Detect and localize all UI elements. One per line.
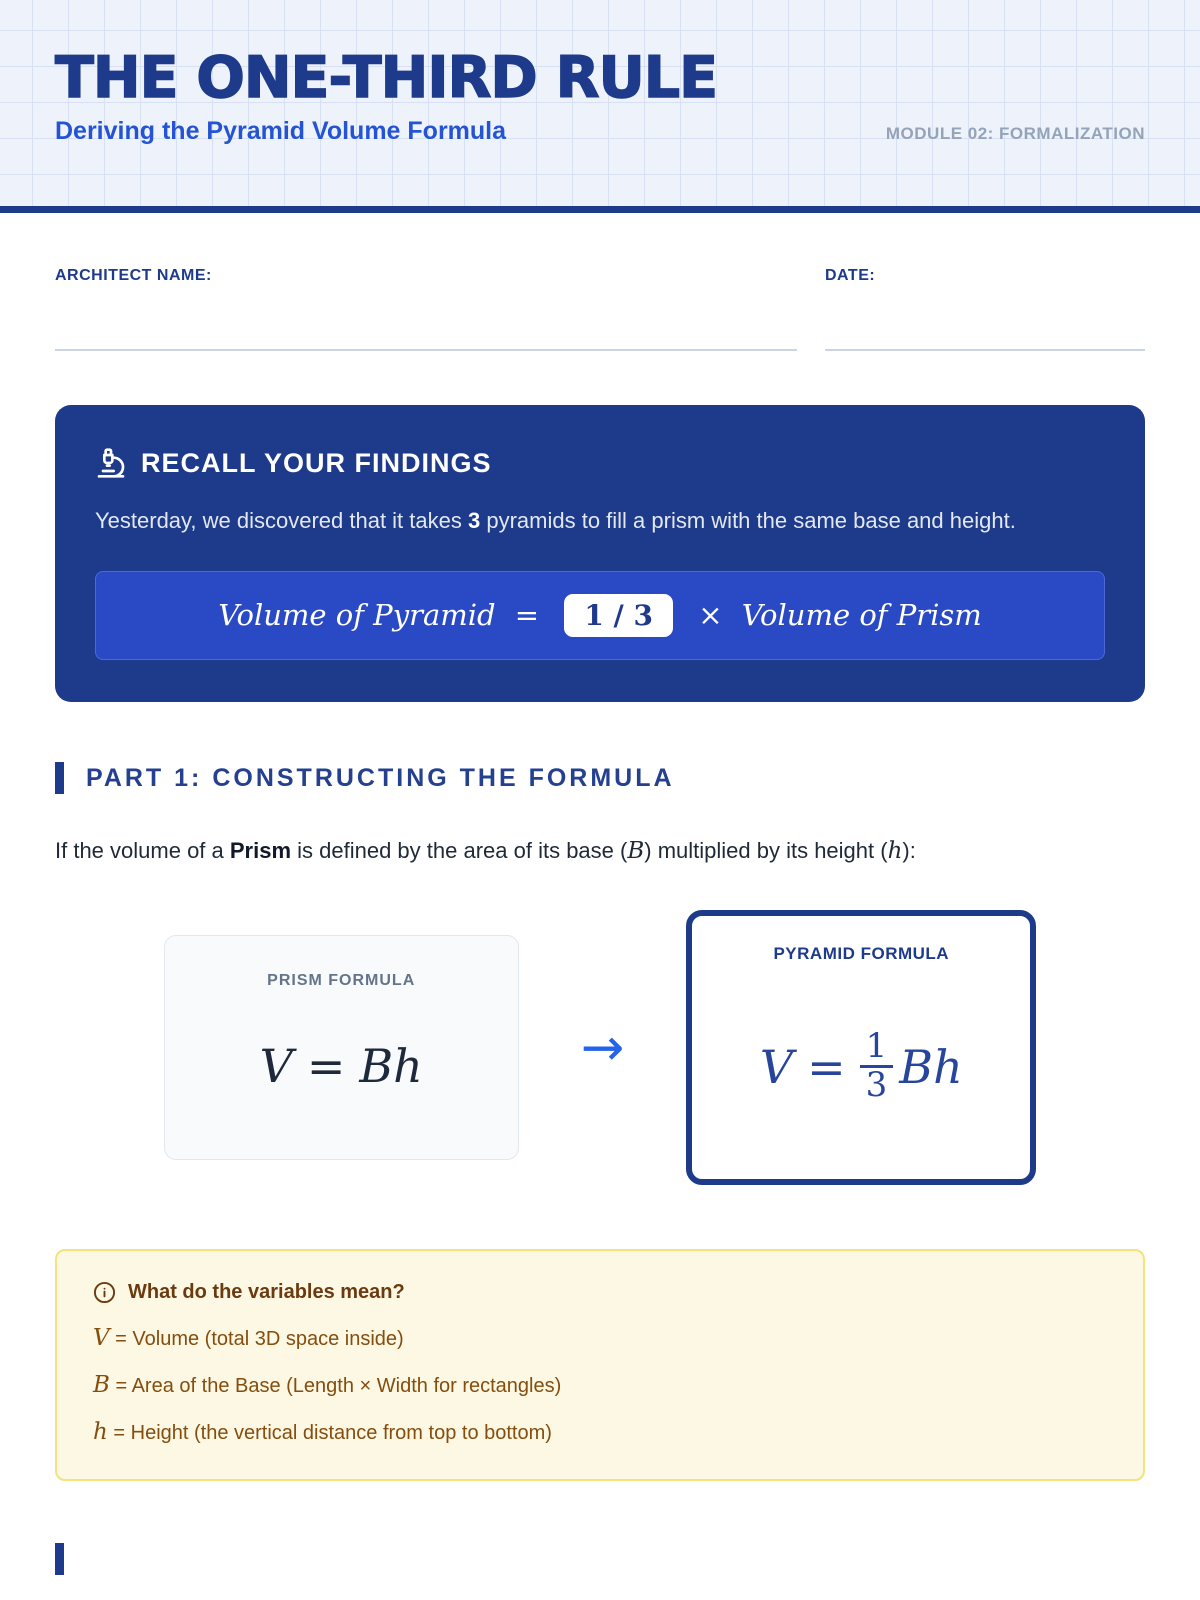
part1-intro-paragraph — [55, 838, 1145, 864]
part1-heading-bar — [55, 762, 64, 794]
page-subtitle: Deriving the Pyramid Volume Formula — [55, 117, 507, 145]
intro-var-b: B — [627, 838, 645, 864]
variables-box-title: What do the variables mean? — [128, 1281, 405, 1303]
intro-prefix: If the volume of a — [55, 838, 230, 863]
right-arrow-icon: → — [580, 1017, 625, 1078]
name-date-row — [55, 267, 1145, 351]
var-h-desc: = Height (the vertical distance from top to bottom) — [107, 1422, 552, 1444]
date-label: DATE: — [825, 267, 876, 284]
variables-info-box — [55, 1249, 1145, 1481]
intro-suffix: ): — [902, 838, 916, 863]
var-v: V — [93, 1325, 110, 1351]
fraction-numerator: 1 — [865, 1026, 888, 1067]
variable-definition-v — [93, 1325, 1107, 1351]
recall-body-suffix: pyramids to fill a prism with the same base and height. — [480, 508, 1016, 533]
info-icon — [93, 1281, 116, 1304]
variable-definition-h — [93, 1419, 1107, 1445]
prism-card-label: PRISM FORMULA — [267, 972, 416, 989]
pyramid-formula — [760, 964, 963, 1179]
pyramid-formula-card — [686, 910, 1036, 1185]
pyramid-var-v: V — [759, 1039, 794, 1094]
architect-name-input-line[interactable] — [55, 349, 797, 351]
pyramid-var-bh: Bh — [899, 1039, 963, 1094]
recall-body-prefix: Yesterday, we discovered that it takes — [95, 508, 468, 533]
recall-body-bold: 3 — [467, 508, 481, 533]
one-third-answer-chip: 1 / 3 — [564, 594, 673, 637]
intro-mid: is defined by the area of its base ( — [291, 838, 628, 863]
recall-formula-bar — [95, 571, 1105, 660]
intro-mid2: ) multiplied by its height ( — [644, 838, 888, 863]
formula-left-text: Volume of Pyramid — [218, 598, 496, 632]
formula-right-text: Volume of Prism — [741, 598, 982, 632]
var-b-desc: = Area of the Base (Length × Width for rectangles) — [109, 1375, 562, 1397]
architect-name-label: ARCHITECT NAME: — [55, 267, 212, 284]
formula-equals: = — [514, 598, 540, 632]
prism-formula-card — [164, 935, 519, 1160]
formula-cards-row — [0, 910, 1200, 1185]
recall-body-text — [95, 503, 1095, 539]
part2-heading-bar-partial — [55, 1543, 64, 1575]
pyramid-card-label: PYRAMID FORMULA — [773, 944, 950, 963]
date-input-line[interactable] — [825, 349, 1145, 351]
header-banner — [0, 0, 1200, 213]
prism-var-bh: Bh — [359, 1038, 423, 1093]
var-b: B — [93, 1372, 110, 1398]
var-v-desc: = Volume (total 3D space inside) — [109, 1328, 404, 1350]
page-title: THE ONE-THIRD RULE — [55, 45, 718, 111]
recall-findings-panel — [55, 405, 1145, 702]
intro-bold-prism: Prism — [229, 838, 292, 863]
variable-definition-b — [93, 1372, 1107, 1398]
formula-times: × — [698, 598, 723, 632]
intro-var-h: h — [887, 838, 903, 864]
module-label: MODULE 02: FORMALIZATION — [885, 124, 1145, 143]
prism-equals: = — [306, 1038, 346, 1093]
var-h: h — [93, 1419, 108, 1445]
fraction-denominator: 3 — [860, 1065, 894, 1104]
one-third-fraction — [860, 1026, 894, 1105]
prism-formula — [260, 990, 423, 1159]
prism-var-v: V — [259, 1038, 293, 1093]
part1-heading-row — [55, 762, 1145, 794]
pyramid-equals: = — [807, 1039, 846, 1094]
recall-heading: RECALL YOUR FINDINGS — [141, 447, 492, 478]
part1-heading: PART 1: CONSTRUCTING THE FORMULA — [86, 763, 675, 792]
microscope-icon — [95, 447, 127, 479]
